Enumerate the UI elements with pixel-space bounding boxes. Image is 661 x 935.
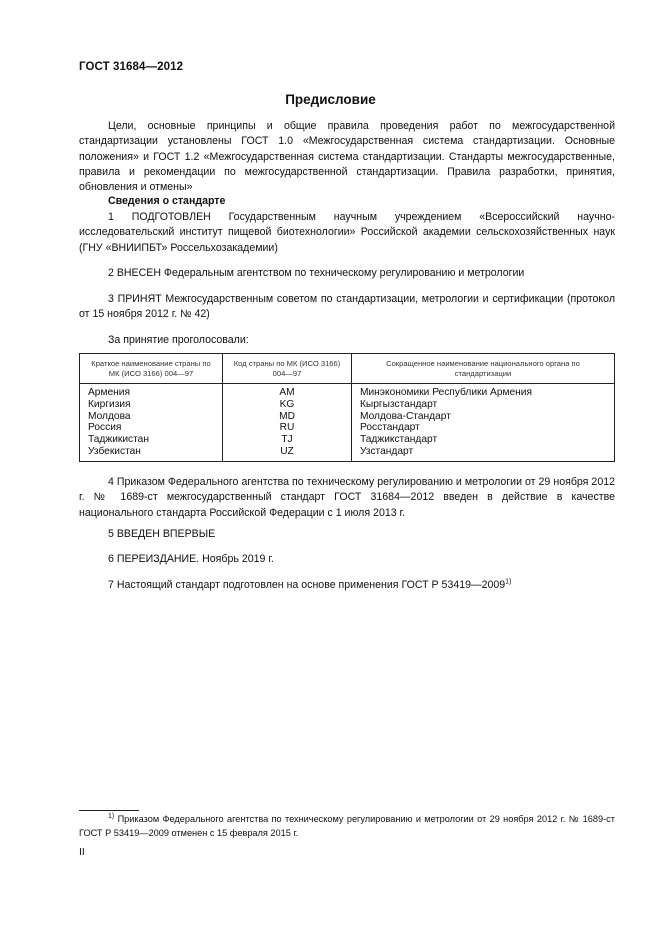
code-cell: AM [223,384,352,399]
item-3-paragraph: 3 ПРИНЯТ Межгосударственным советом по стандартизации, метрологии и сертификации (протокол от 15 ноября 2012 г. № 42) [79,293,615,321]
country-cell: Узбекистан [80,446,223,461]
authority-cell: Молдова-Стандарт [352,411,615,423]
table-row [80,446,615,461]
authority-cell: Таджикстандарт [352,434,615,446]
item-4-paragraph: 4 Приказом Федерального агентства по техническому регулированию и метрологии от 29 ноября 2012 г. № 1689-ст межгосударственный стандарт ГОСТ 31684—2012 введен в действие в качестве национального стандарта Российской Федерации с 1 июля 2013 г. [79,476,615,519]
footnote-marker: 1) [108,812,115,820]
item-1-paragraph: 1 ПОДГОТОВЛЕН Государственным научным учреждением «Всероссийский научно-исследовательский институт пищевой биотехнологии» Российской академии сельскохозяйственных наук (ГНУ «ВНИИПБТ» Россельхозакадемии) [79,211,615,254]
voting-table [79,353,615,462]
table-row [80,399,615,411]
code-cell: RU [223,422,352,434]
footnote-text: Приказом Федерального агентства по техническому регулированию и метрологии от 29 ноября 2012 г. № 1689-ст ГОСТ Р 53419—2009 отменен с 15 февраля 2015 г. [79,814,615,838]
country-cell: Армения [80,384,223,399]
authority-cell: Минэкономики Республики Армения [352,384,615,399]
item-7-paragraph [79,578,615,593]
vote-intro: За принятие проголосовали: [108,334,249,346]
intro-paragraph: Цели, основные принципы и общие правила проведения работ по межгосударственной стандартизации установлены ГОСТ 1.0 «Межгосударственная система стандартизации. Основные положения» и ГОСТ 1.2 «Межгосударственная система стандартизации. Стандарты межгосударственные, правила и рекомендации по межгосударственной стандартизации. Правила разработки, принятия, обновления и отмены» [79,120,615,194]
code-cell: KG [223,399,352,411]
authority-cell: Кыргызстандарт [352,399,615,411]
footnote-divider [79,810,139,811]
country-cell: Молдова [80,411,223,423]
page-title: Предисловие [285,92,376,107]
code-cell: TJ [223,434,352,446]
item-5-paragraph: 5 ВВЕДЕН ВПЕРВЫЕ [108,528,216,540]
column-header-country: Краткое наименование страны по МК (ИСО 3166) 004—97 [80,354,223,384]
authority-cell: Росстандарт [352,422,615,434]
code-cell: MD [223,411,352,423]
table-row [80,384,615,399]
country-cell: Киргизия [80,399,223,411]
footnote-reference: 1) [505,578,512,586]
item-6-paragraph: 6 ПЕРЕИЗДАНИЕ. Ноябрь 2019 г. [108,553,274,565]
authority-cell: Узстандарт [352,446,615,461]
table-row [80,434,615,446]
table-row [80,422,615,434]
item-7-text: 7 Настоящий стандарт подготовлен на основе применения ГОСТ Р 53419—2009 [108,579,506,591]
item-2-paragraph: 2 ВНЕСЕН Федеральным агентством по техническому регулированию и метрологии [108,267,525,279]
page-number: II [79,846,85,858]
country-cell: Таджикистан [80,434,223,446]
table-header-row [80,354,615,384]
section-title: Сведения о стандарте [108,195,226,207]
footnote [79,813,615,840]
country-cell: Россия [80,422,223,434]
column-header-code: Код страны по МК (ИСО 3166) 004—97 [223,354,352,384]
column-header-authority: Сокращенное наименование национального органа по стандартизации [352,354,615,384]
code-cell: UZ [223,446,352,461]
table-row [80,411,615,423]
document-id: ГОСТ 31684—2012 [79,61,184,73]
